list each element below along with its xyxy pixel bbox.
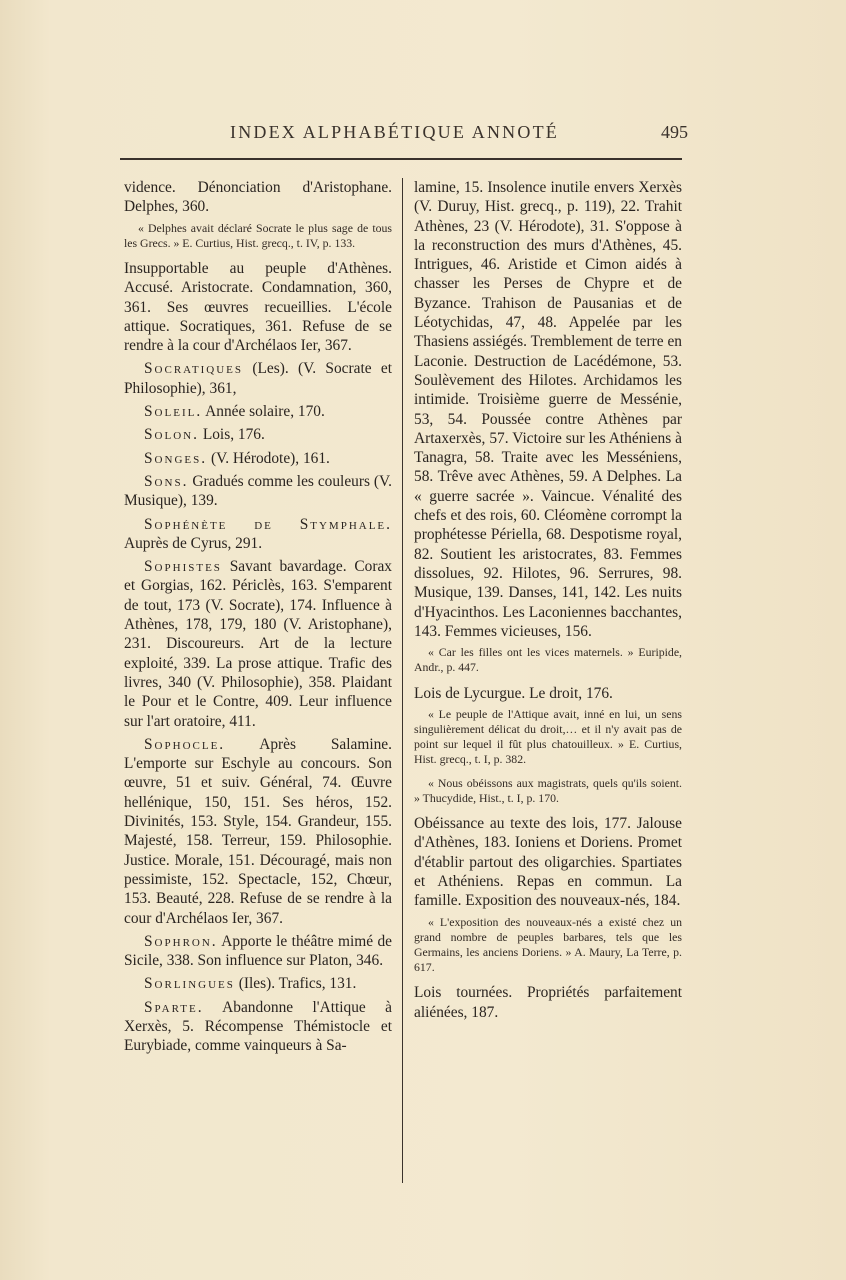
- right-column: [414, 178, 682, 1026]
- entry-continuation: Lois tournées. Propriétés parfaitement aliénées, 187.: [414, 984, 682, 1021]
- entry-text: Après Salamine. L'emporte sur Eschyle au concours. Son œuvre, 51 et suiv. Général, 74. Œuvre hellénique, 150, 151. Ses héros, 152. Divinités, 153. Style, 154. Grandeur, 155. Majesté, 158. Terreur, 159. Philosophie. Justice. Morale, 151. Découragé, mais non pessimiste, 152. Spectacle, 152, Chœur, 153. Beauté, 228. Refuse de se rendre à la cour d'Archélaos Ier, 367.: [124, 735, 392, 927]
- entry-headword: Sorlingues: [144, 975, 235, 993]
- entry-text: Apporte le théâtre mimé de Sicile, 338. Son influence sur Platon, 346.: [124, 932, 393, 970]
- column-divider: [402, 178, 403, 1183]
- left-column: [124, 178, 392, 1060]
- entry-text: (V. Hérodote), 161.: [210, 449, 330, 467]
- entry-continuation: lamine, 15. Insolence inutile envers Xerxès (V. Duruy, Hist. grecq., p. 119), 22. Trahit Athènes, 23 (V. Hérodote), 31. S'oppose à la reconstruction des murs d'Athènes, 45. Intrigues, 46. Aristide et Cimon aidés à chasser les Perses de Chypre et de Byzance. Trahison de Pausanias et de Léotychidas, 47, 48. Appelée par les Thasiens assiégés. Tremblement de terre en Laconie. Destruction de Lacédémone, 53. Soulèvement des Hilotes. Archidamos les intimide. Troisième guerre de Messénie, 53, 54. Poussée contre Athènes par Artaxerxès, 57. Victoire sur les Athéniens à Tanagra, 58. Traite avec les Messéniens, 58. Trêve avec Athènes, 59. A Delphes. La « guerre sacrée ». Vaincue. Vénalité des chefs et des rois, 60. Cléomène corrompt la prophétesse Périella, 68. Despotisme royal, 82. Soutient les aristocrates, 83. Femmes dissolues, 92. Hilotes, 96. Serrures, 98. Musique, 139. Danses, 141, 142. Les nuits d'Hyacinthos. Les Laconiennes bacchantes, 143. Femmes vicieuses, 156.: [414, 179, 682, 640]
- entry-continuation: vidence. Dénonciation d'Aristophane. Delphes, 360.: [124, 179, 392, 216]
- entry-headword: Songes.: [144, 449, 208, 467]
- entry-continuation: Insupportable au peuple d'Athènes. Accusé. Aristocrate. Condamnation, 360, 361. Ses œuvres recueillies. L'école attique. Socratiques, 361. Refuse de se rendre à la cour d'Archélaos Ier, 367.: [124, 260, 392, 355]
- entry-headword: Soleil.: [144, 403, 203, 421]
- quotation: « Le peuple de l'Attique avait, inné en lui, un sens singulièrement délicat du droit,… et il n'y avait pas de point sur lequel il fût plus chatouilleux. » E. Curtius, Hist. grecq., t. I, p. 382.: [414, 706, 682, 767]
- entry-text: (Iles). Trafics, 131.: [238, 975, 357, 993]
- page-header: [120, 120, 688, 150]
- entry-text: Abandonne l'Attique à Xerxès, 5. Récompense Thémistocle et Eurybiade, comme vainqueurs à Sa-: [124, 998, 392, 1055]
- quotation: « Car les filles ont les vices maternels. » Euripide, Andr., p. 447.: [414, 645, 682, 675]
- index-entry: [124, 472, 392, 511]
- entry-continuation: Lois de Lycurgue. Le droit, 176.: [414, 684, 613, 702]
- index-entry: [124, 974, 392, 993]
- entry-headword: Sons.: [144, 472, 189, 490]
- entry-headword: Sparte.: [144, 998, 204, 1016]
- index-entry: [124, 402, 392, 421]
- entry-headword: Sophénète de Stymphale.: [144, 515, 392, 533]
- entry-text: Année solaire, 170.: [205, 403, 325, 421]
- quotation: « Nous obéissons aux magistrats, quels qu'ils soient. » Thucydide, Hist., t. I, p. 170.: [414, 775, 682, 805]
- quotation: « Delphes avait déclaré Socrate le plus sage de tous les Grecs. » E. Curtius, Hist. grecq., t. IV, p. 133.: [124, 220, 392, 250]
- index-entry: [124, 557, 392, 731]
- index-entry: [124, 735, 392, 928]
- header-rule: [120, 158, 682, 160]
- index-entry: [124, 932, 392, 971]
- page-number: 495: [661, 122, 688, 142]
- index-entry: [124, 449, 392, 468]
- entry-headword: Sophron.: [144, 932, 218, 950]
- entry-text: Savant bavardage. Corax et Gorgias, 162. Périclès, 163. S'emparent de tout, 173 (V. Socrate), 174. Influence à Athènes, 178, 179, 180 (V. Aristophane), 231. Discoureurs. Art de la lecture exploité, 339. La prose attique. Trafic des livres, 340 (V. Philosophie), 358. Plaidant le Pour et le Contre, 409. Leur influence sur l'art oratoire, 411.: [124, 558, 392, 730]
- entry-headword: Solon.: [144, 426, 199, 444]
- index-entry: [124, 425, 392, 444]
- entry-text: Auprès de Cyrus, 291.: [124, 534, 263, 552]
- index-entry: [124, 515, 392, 554]
- entry-headword: Socratiques: [144, 360, 244, 378]
- index-entry: [124, 998, 392, 1056]
- entry-continuation: Obéissance au texte des lois, 177. Jalouse d'Athènes, 183. Ioniens et Doriens. Promet d'établir partout des oligarchies. Spartiates et Athéniens. Repas en commun. La famille. Exposition des nouveaux-nés, 184.: [414, 815, 682, 910]
- running-title: INDEX ALPHABÉTIQUE ANNOTÉ: [230, 122, 559, 142]
- entry-text: Lois, 176.: [202, 426, 265, 444]
- entry-headword: Sophocle.: [144, 735, 226, 753]
- index-entry: [124, 359, 392, 398]
- quotation: « L'exposition des nouveaux-nés a existé chez un grand nombre de peuples barbares, tels que les Germains, les anciens Doriens. » A. Maury, La Terre, p. 617.: [414, 914, 682, 975]
- entry-text: (Les). (V. Socrate et Philosophie), 361,: [124, 360, 392, 397]
- entry-text: Gradués comme les couleurs (V. Musique), 139.: [124, 472, 392, 510]
- entry-headword: Sophistes: [144, 558, 222, 576]
